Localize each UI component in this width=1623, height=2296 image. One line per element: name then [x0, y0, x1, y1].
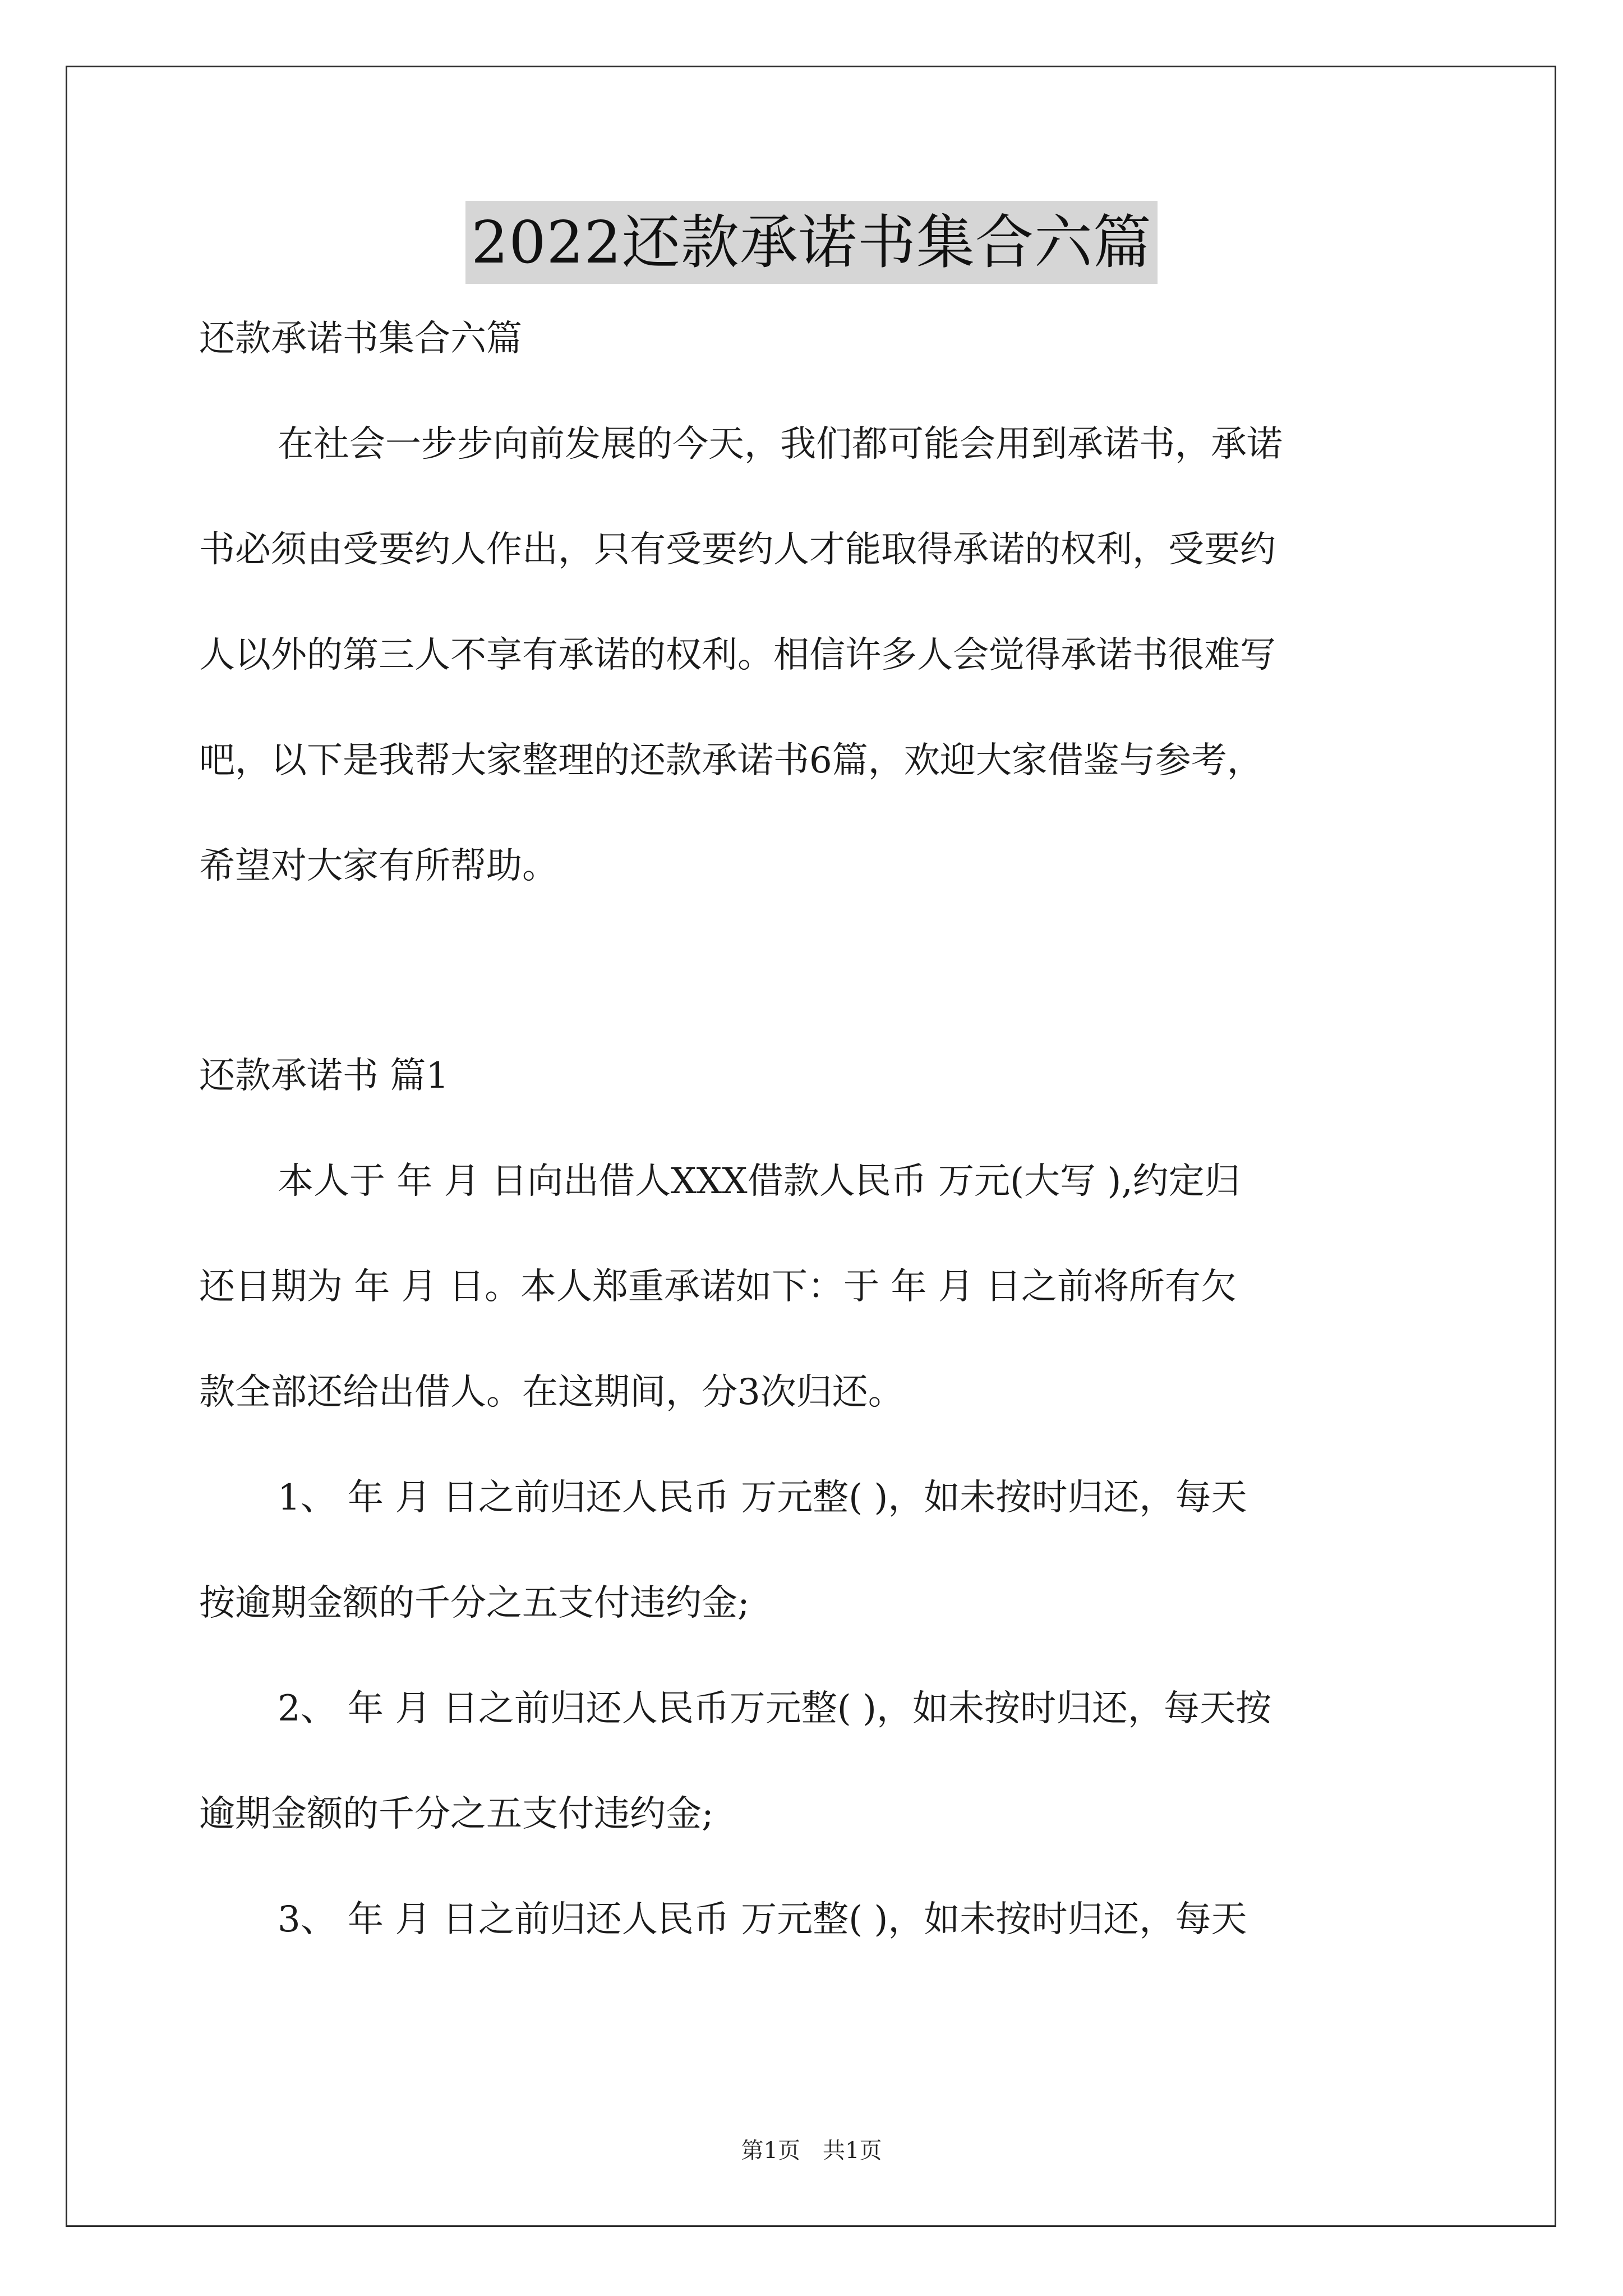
list-item-3-line: 3、 年 月 日之前归还人民币 万元整( )，如未按时归还，每天 — [278, 1899, 1247, 1940]
title-container — [0, 201, 1623, 284]
list-item-1-line: 按逾期金额的千分之五支付违约金; — [199, 1582, 750, 1624]
paragraph-gap — [199, 919, 1438, 1023]
document-body — [199, 286, 1438, 1972]
list-item-2-line: 逾期金额的千分之五支付违约金; — [199, 1793, 714, 1835]
section-heading: 还款承诺书 篇1 — [199, 1055, 449, 1097]
page-footer: 第1页 共1页 — [741, 2138, 882, 2164]
document-title: 2022还款承诺书集合六篇 — [465, 201, 1158, 284]
section-paragraph-line: 还日期为 年 月 日。本人郑重承诺如下：于 年 月 日之前将所有欠 — [199, 1266, 1237, 1308]
list-item-1-line: 1、 年 月 日之前归还人民币 万元整( )，如未按时归还，每天 — [278, 1477, 1247, 1519]
section-paragraph-line: 本人于 年 月 日向出借人XXX借款人民币 万元(大写 ),约定归 — [278, 1161, 1241, 1202]
section-paragraph-line: 款全部还给出借人。在这期间，分3次归还。 — [199, 1372, 904, 1413]
intro-line: 在社会一步步向前发展的今天，我们都可能会用到承诺书，承诺 — [278, 424, 1283, 465]
list-item-2-line: 2、 年 月 日之前归还人民币万元整( )，如未按时归还，每天按 — [278, 1688, 1272, 1729]
intro-line: 希望对大家有所帮助。 — [199, 845, 558, 887]
document-subtitle: 还款承诺书集合六篇 — [199, 318, 522, 360]
intro-line: 人以外的第三人不享有承诺的权利。相信许多人会觉得承诺书很难写 — [199, 634, 1276, 676]
intro-line: 书必须由受要约人作出，只有受要约人才能取得承诺的权利，受要约 — [199, 529, 1276, 570]
intro-line: 吧，以下是我帮大家整理的还款承诺书6篇，欢迎大家借鉴与参考， — [199, 740, 1263, 781]
